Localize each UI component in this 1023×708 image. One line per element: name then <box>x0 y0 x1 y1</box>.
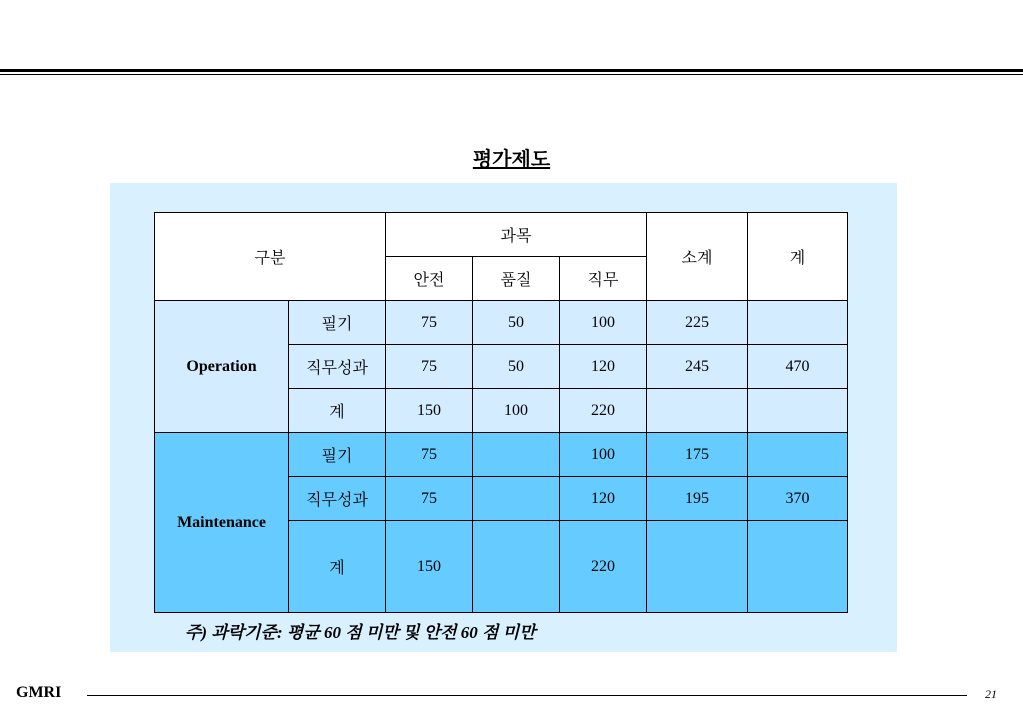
cell-subtotal: 195 <box>647 477 748 521</box>
cell-safety: 75 <box>386 433 473 477</box>
header-category: 구분 <box>155 213 386 301</box>
row-item: 직무성과 <box>289 477 386 521</box>
evaluation-table <box>154 212 848 613</box>
group-label-maintenance: Maintenance <box>155 433 289 613</box>
group-label-operation: Operation <box>155 301 289 433</box>
cell-total <box>748 389 848 433</box>
footer-rule <box>87 695 967 696</box>
table-row <box>155 433 848 477</box>
row-item: 필기 <box>289 433 386 477</box>
header-quality: 품질 <box>473 257 560 301</box>
cell-duty: 120 <box>560 345 647 389</box>
cell-total: 470 <box>748 345 848 389</box>
row-item: 필기 <box>289 301 386 345</box>
cell-safety: 75 <box>386 477 473 521</box>
cell-quality <box>473 477 560 521</box>
cell-quality: 50 <box>473 345 560 389</box>
row-item: 직무성과 <box>289 345 386 389</box>
cell-duty: 100 <box>560 433 647 477</box>
cell-total <box>748 301 848 345</box>
row-item: 계 <box>289 389 386 433</box>
cell-total <box>748 433 848 477</box>
header-rule-thin <box>0 74 1023 75</box>
header-duty: 직무 <box>560 257 647 301</box>
cell-safety: 75 <box>386 301 473 345</box>
header-rule-thick <box>0 69 1023 72</box>
page-title: 평가제도 <box>472 149 551 171</box>
cell-safety: 75 <box>386 345 473 389</box>
footer-logo: GMRI <box>16 684 62 701</box>
cell-subtotal: 245 <box>647 345 748 389</box>
header-subtotal: 소계 <box>647 213 748 301</box>
cell-subtotal: 225 <box>647 301 748 345</box>
cell-subtotal: 175 <box>647 433 748 477</box>
cell-duty: 100 <box>560 301 647 345</box>
cell-total <box>748 521 848 613</box>
cell-quality: 100 <box>473 389 560 433</box>
cell-subtotal <box>647 389 748 433</box>
cell-quality <box>473 521 560 613</box>
header-subjects: 과목 <box>386 213 647 257</box>
cell-duty: 120 <box>560 477 647 521</box>
cell-total: 370 <box>748 477 848 521</box>
cell-safety: 150 <box>386 521 473 613</box>
cell-safety: 150 <box>386 389 473 433</box>
row-item: 계 <box>289 521 386 613</box>
header-safety: 안전 <box>386 257 473 301</box>
footnote: 주) 과락기준: 평균 60 점 미만 및 안전 60 점 미만 <box>185 623 536 642</box>
cell-quality <box>473 433 560 477</box>
cell-subtotal <box>647 521 748 613</box>
table-row <box>155 301 848 345</box>
cell-duty: 220 <box>560 521 647 613</box>
page-number: 21 <box>985 687 997 701</box>
cell-quality: 50 <box>473 301 560 345</box>
header-total: 계 <box>748 213 848 301</box>
cell-duty: 220 <box>560 389 647 433</box>
